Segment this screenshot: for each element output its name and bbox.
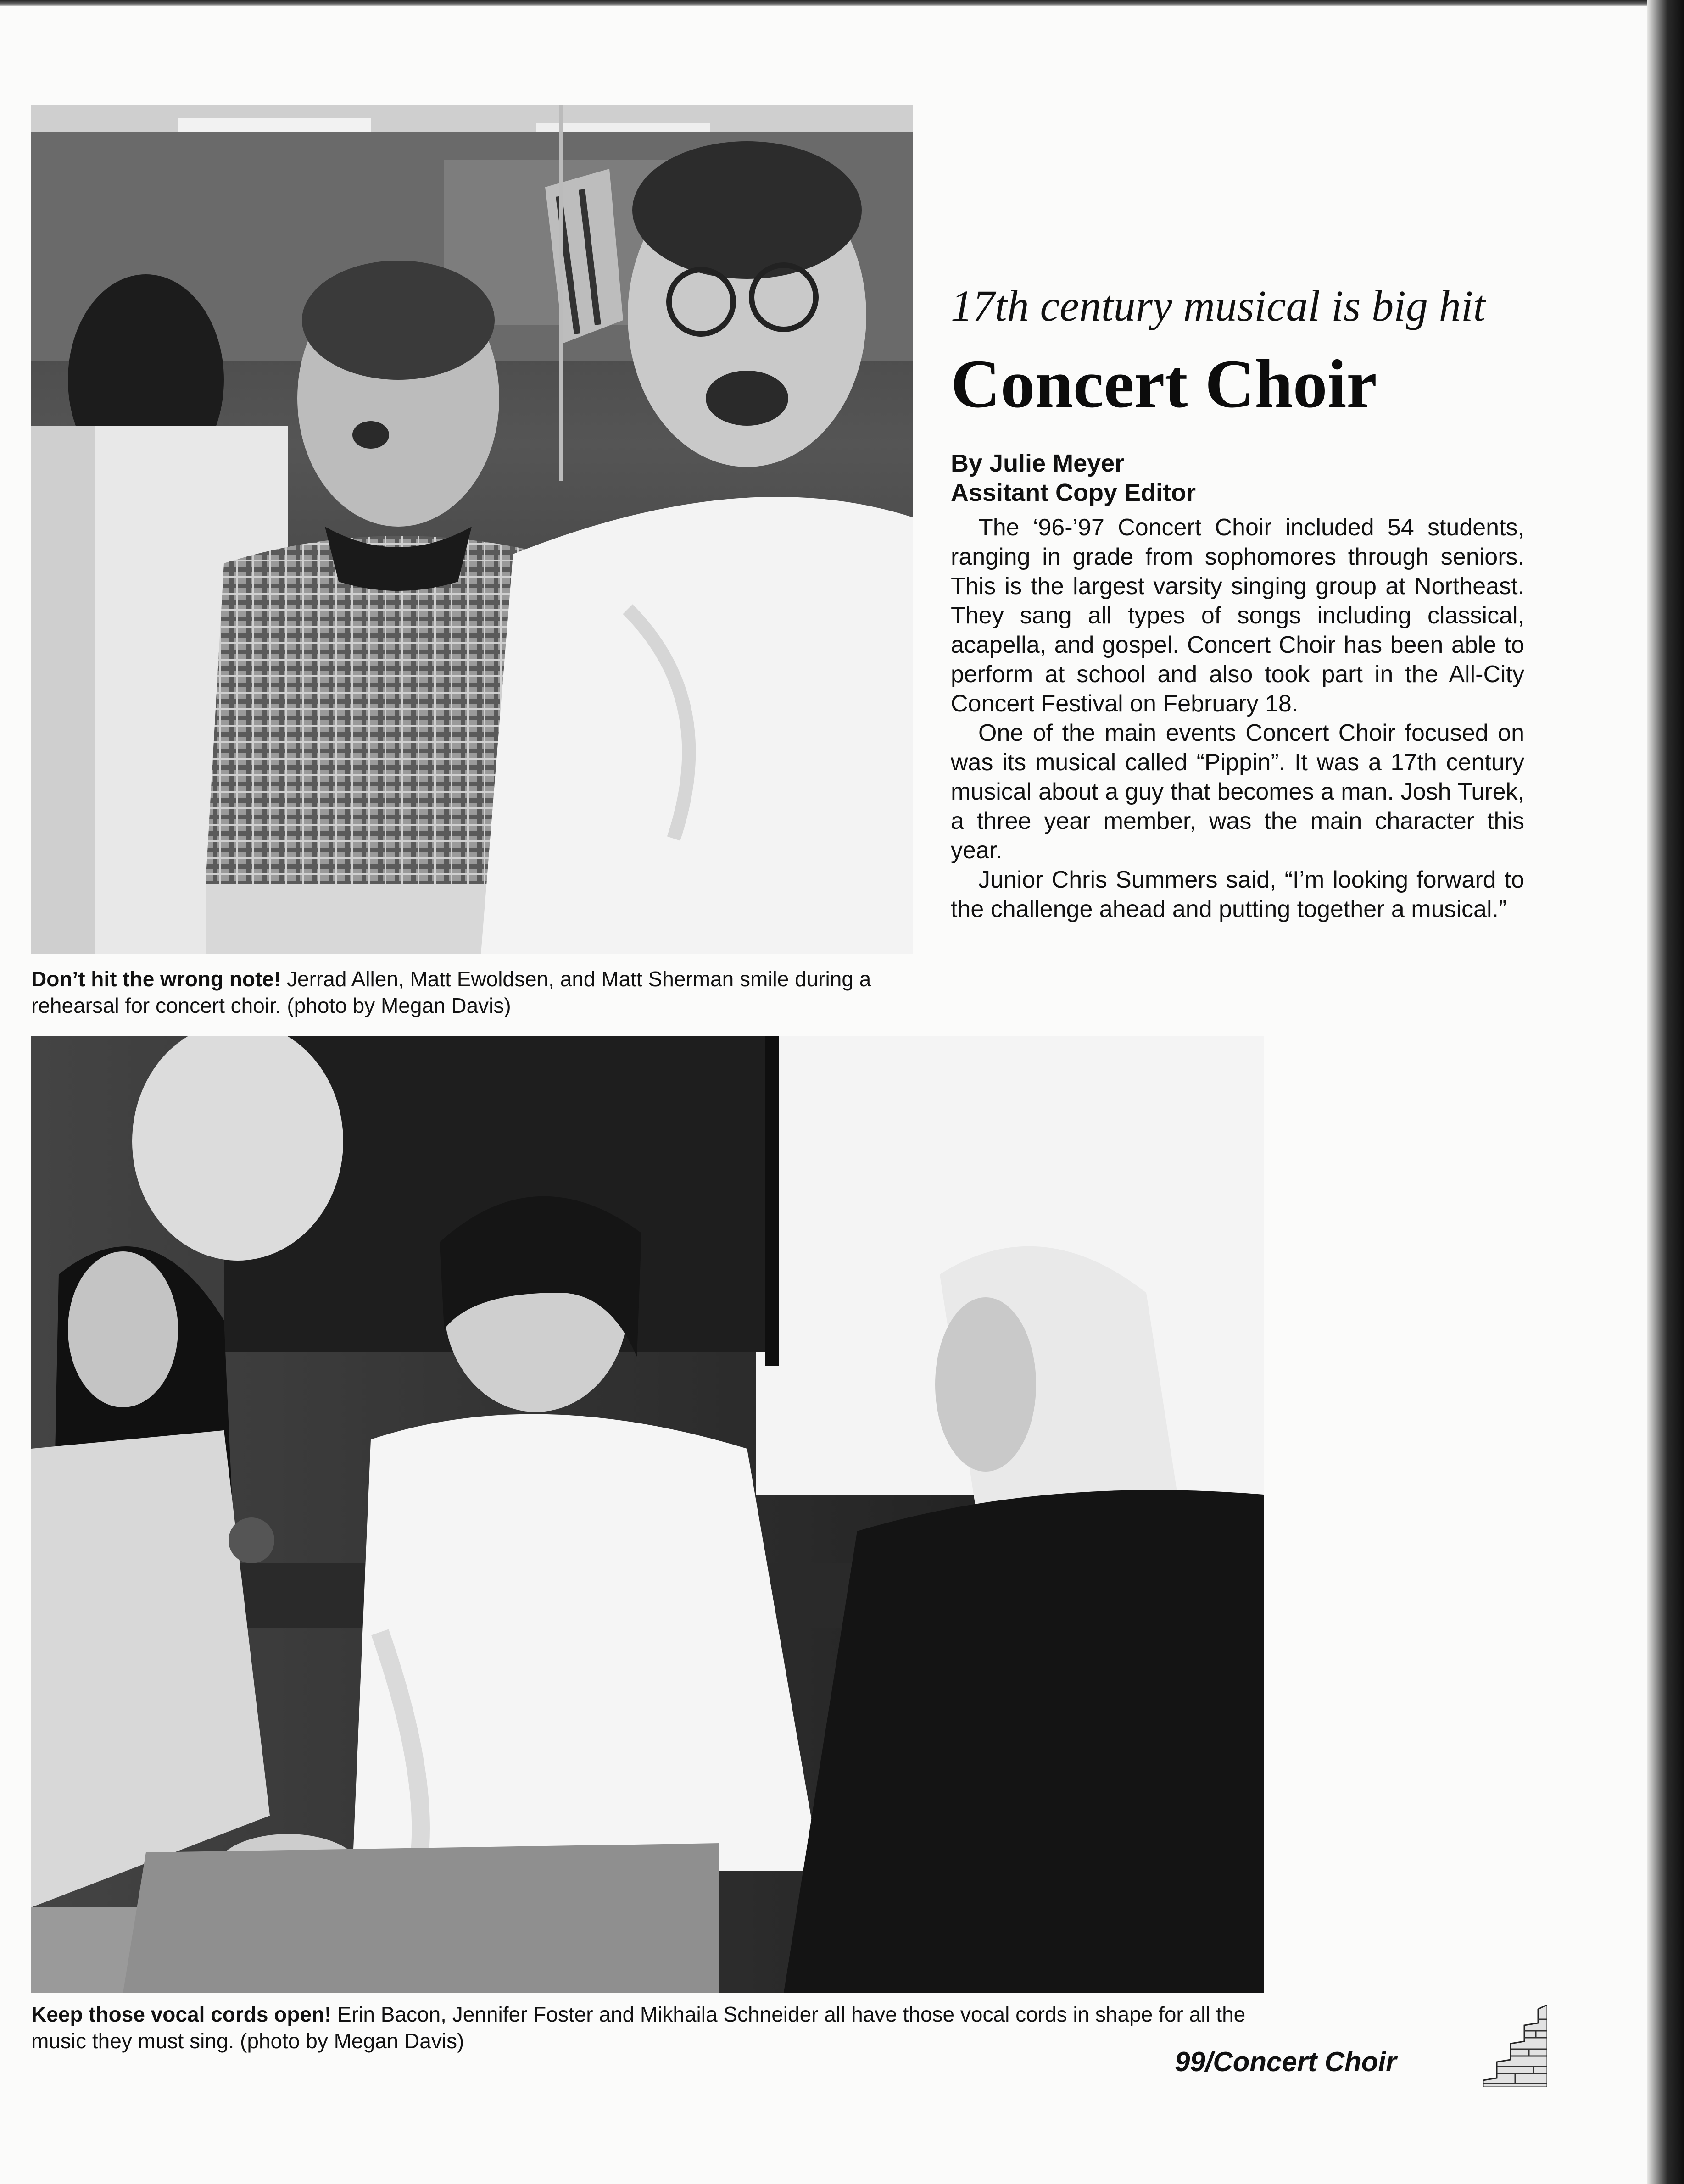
article-kicker: 17th century musical is big hit — [951, 281, 1486, 330]
brick-staircase-icon — [1483, 2005, 1547, 2087]
caption-top-photo — [31, 966, 917, 1019]
article-headline: Concert Choir — [951, 346, 1377, 422]
photo-choir-boys-image — [31, 105, 913, 954]
photo-choir-boys — [31, 105, 913, 954]
caption-top-lead: Don’t hit the wrong note! — [31, 967, 281, 991]
byline-title: Assitant Copy Editor — [951, 479, 1196, 506]
article-paragraph: One of the main events Concert Choir focused on was its musical called “Pippin”. It was a 17th century musical about a guy that becomes a man. Josh Turek, a three year member, was the main character this year. — [951, 720, 1524, 864]
byline-name: By Julie Meyer — [951, 450, 1125, 477]
caption-bottom-text: Erin Bacon, Jennifer Foster and Mikhaila Schneider all have those vocal cords in shape for all the music they must sing. (photo by Megan Davis) — [31, 2002, 1246, 2053]
page-folio: 99/Concert Choir — [1175, 2046, 1397, 2077]
photo-choir-girls-image — [31, 1036, 1264, 1993]
article-byline — [951, 449, 1196, 507]
caption-bottom-photo — [31, 2001, 1270, 2054]
caption-bottom-lead: Keep those vocal cords open! — [31, 2002, 332, 2026]
article-paragraph: Junior Chris Summers said, “I’m looking forward to the challenge ahead and putting together a musical.” — [951, 867, 1524, 923]
page-binding-edge — [1647, 0, 1684, 2184]
caption-top-text: Jerrad Allen, Matt Ewoldsen, and Matt Sherman smile during a rehearsal for concert choir. (photo by Megan Davis) — [31, 967, 871, 1017]
page-top-edge — [0, 0, 1684, 6]
photo-choir-girls — [31, 1036, 1264, 1993]
article-paragraph: The ‘96-’97 Concert Choir included 54 students, ranging in grade from sophomores through seniors. This is the largest varsity singing group at Northeast. They sang all types of songs including classical, acapella, and gospel. Concert Choir has been able to perform at school and also took part in the All-City Concert Festival on February 18. — [951, 514, 1524, 717]
article-body — [951, 513, 1524, 924]
